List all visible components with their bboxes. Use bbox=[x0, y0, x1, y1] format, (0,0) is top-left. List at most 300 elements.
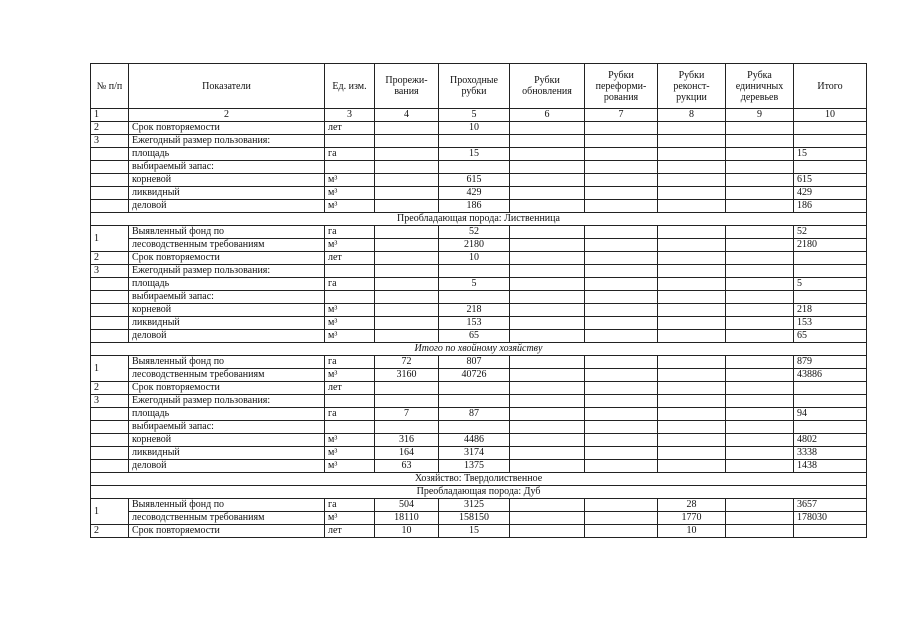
section-title: Итого по хвойному хозяйству bbox=[91, 343, 867, 356]
value-renewal-cut bbox=[510, 421, 585, 434]
value-reformation-cut bbox=[585, 252, 658, 265]
value-reconstruction-cut bbox=[658, 187, 726, 200]
indicator: деловой bbox=[129, 200, 325, 213]
table-row bbox=[91, 187, 867, 200]
value-thinning: 504 bbox=[375, 499, 439, 512]
table-row bbox=[91, 499, 867, 512]
value-renewal-cut bbox=[510, 161, 585, 174]
value-total: 65 bbox=[794, 330, 867, 343]
indicator: Ежегодный размер пользования: bbox=[129, 135, 325, 148]
value-reformation-cut bbox=[585, 382, 658, 395]
row-number: 2 bbox=[91, 252, 129, 265]
header-row bbox=[91, 64, 867, 109]
value-thinning: 164 bbox=[375, 447, 439, 460]
unit: м³ bbox=[325, 200, 375, 213]
table-row bbox=[91, 265, 867, 278]
value-total bbox=[794, 265, 867, 278]
value-renewal-cut bbox=[510, 304, 585, 317]
value-passing-cut: 3125 bbox=[439, 499, 510, 512]
value-passing-cut: 15 bbox=[439, 148, 510, 161]
value-renewal-cut bbox=[510, 174, 585, 187]
table-row bbox=[91, 304, 867, 317]
value-single-tree-cut bbox=[726, 525, 794, 538]
value-reformation-cut bbox=[585, 226, 658, 239]
value-passing-cut: 10 bbox=[439, 122, 510, 135]
value-total: 429 bbox=[794, 187, 867, 200]
value-thinning bbox=[375, 330, 439, 343]
value-passing-cut: 87 bbox=[439, 408, 510, 421]
value-total: 3338 bbox=[794, 447, 867, 460]
section-row bbox=[91, 473, 867, 486]
value-reconstruction-cut bbox=[658, 148, 726, 161]
value-thinning bbox=[375, 395, 439, 408]
unit: м³ bbox=[325, 317, 375, 330]
section-row bbox=[91, 486, 867, 499]
row-number: 1 bbox=[91, 499, 129, 525]
value-renewal-cut bbox=[510, 265, 585, 278]
value-total bbox=[794, 291, 867, 304]
unit: га bbox=[325, 499, 375, 512]
table-row bbox=[91, 135, 867, 148]
value-renewal-cut bbox=[510, 447, 585, 460]
row-number bbox=[91, 161, 129, 174]
value-renewal-cut bbox=[510, 278, 585, 291]
unit: лет bbox=[325, 122, 375, 135]
unit: га bbox=[325, 408, 375, 421]
value-single-tree-cut bbox=[726, 200, 794, 213]
value-reformation-cut bbox=[585, 278, 658, 291]
value-passing-cut: 2180 bbox=[439, 239, 510, 252]
col-number: 5 bbox=[439, 109, 510, 122]
value-total: 186 bbox=[794, 200, 867, 213]
value-passing-cut: 5 bbox=[439, 278, 510, 291]
value-total bbox=[794, 525, 867, 538]
value-reconstruction-cut bbox=[658, 291, 726, 304]
col-number: 8 bbox=[658, 109, 726, 122]
value-passing-cut: 153 bbox=[439, 317, 510, 330]
table-row bbox=[91, 161, 867, 174]
row-number bbox=[91, 330, 129, 343]
table-row bbox=[91, 369, 867, 382]
col-number: 3 bbox=[325, 109, 375, 122]
table-row bbox=[91, 408, 867, 421]
value-reconstruction-cut bbox=[658, 460, 726, 473]
table-row bbox=[91, 200, 867, 213]
value-renewal-cut bbox=[510, 239, 585, 252]
value-single-tree-cut bbox=[726, 265, 794, 278]
value-thinning bbox=[375, 421, 439, 434]
row-number bbox=[91, 408, 129, 421]
value-renewal-cut bbox=[510, 369, 585, 382]
value-passing-cut: 158150 bbox=[439, 512, 510, 525]
header-reconstruction-cut: Рубки реконст-рукции bbox=[658, 64, 726, 109]
value-single-tree-cut bbox=[726, 278, 794, 291]
value-reconstruction-cut bbox=[658, 200, 726, 213]
value-passing-cut: 4486 bbox=[439, 434, 510, 447]
indicator: корневой bbox=[129, 434, 325, 447]
col-number: 9 bbox=[726, 109, 794, 122]
value-reformation-cut bbox=[585, 447, 658, 460]
indicator: лесоводственным требованиям bbox=[129, 369, 325, 382]
indicator: выбираемый запас: bbox=[129, 421, 325, 434]
value-reformation-cut bbox=[585, 135, 658, 148]
unit: га bbox=[325, 356, 375, 369]
table-row bbox=[91, 421, 867, 434]
value-reformation-cut bbox=[585, 187, 658, 200]
unit: м³ bbox=[325, 434, 375, 447]
indicator: Срок повторяемости bbox=[129, 122, 325, 135]
value-reconstruction-cut bbox=[658, 174, 726, 187]
indicator: Выявленный фонд по bbox=[129, 499, 325, 512]
value-thinning: 72 bbox=[375, 356, 439, 369]
value-renewal-cut bbox=[510, 122, 585, 135]
value-reconstruction-cut bbox=[658, 395, 726, 408]
col-number: 6 bbox=[510, 109, 585, 122]
value-renewal-cut bbox=[510, 148, 585, 161]
unit bbox=[325, 395, 375, 408]
value-total bbox=[794, 161, 867, 174]
value-thinning bbox=[375, 161, 439, 174]
value-reconstruction-cut bbox=[658, 382, 726, 395]
value-reconstruction-cut bbox=[658, 369, 726, 382]
value-total: 153 bbox=[794, 317, 867, 330]
unit bbox=[325, 421, 375, 434]
value-passing-cut: 52 bbox=[439, 226, 510, 239]
value-total: 15 bbox=[794, 148, 867, 161]
value-single-tree-cut bbox=[726, 382, 794, 395]
value-passing-cut: 429 bbox=[439, 187, 510, 200]
section-title: Хозяйство: Твердолиственное bbox=[91, 473, 867, 486]
value-reformation-cut bbox=[585, 356, 658, 369]
value-passing-cut: 186 bbox=[439, 200, 510, 213]
table-body bbox=[91, 122, 867, 538]
unit: лет bbox=[325, 252, 375, 265]
unit: м³ bbox=[325, 187, 375, 200]
value-single-tree-cut bbox=[726, 304, 794, 317]
row-number: 2 bbox=[91, 122, 129, 135]
value-single-tree-cut bbox=[726, 161, 794, 174]
value-reformation-cut bbox=[585, 434, 658, 447]
col-number: 4 bbox=[375, 109, 439, 122]
value-reconstruction-cut bbox=[658, 122, 726, 135]
indicator: Выявленный фонд по bbox=[129, 226, 325, 239]
value-reformation-cut bbox=[585, 317, 658, 330]
value-thinning bbox=[375, 317, 439, 330]
row-number bbox=[91, 460, 129, 473]
value-thinning: 18110 bbox=[375, 512, 439, 525]
value-reconstruction-cut bbox=[658, 356, 726, 369]
row-number: 1 bbox=[91, 226, 129, 252]
indicator: Срок повторяемости bbox=[129, 525, 325, 538]
value-thinning bbox=[375, 122, 439, 135]
unit: м³ bbox=[325, 369, 375, 382]
value-single-tree-cut bbox=[726, 148, 794, 161]
value-renewal-cut bbox=[510, 512, 585, 525]
value-renewal-cut bbox=[510, 460, 585, 473]
value-thinning bbox=[375, 291, 439, 304]
value-thinning bbox=[375, 252, 439, 265]
row-number bbox=[91, 278, 129, 291]
unit bbox=[325, 291, 375, 304]
value-total: 615 bbox=[794, 174, 867, 187]
row-number: 2 bbox=[91, 382, 129, 395]
indicator: деловой bbox=[129, 460, 325, 473]
value-renewal-cut bbox=[510, 525, 585, 538]
value-passing-cut bbox=[439, 265, 510, 278]
value-passing-cut: 1375 bbox=[439, 460, 510, 473]
value-thinning bbox=[375, 187, 439, 200]
value-single-tree-cut bbox=[726, 395, 794, 408]
value-passing-cut bbox=[439, 161, 510, 174]
value-single-tree-cut bbox=[726, 239, 794, 252]
col-number: 7 bbox=[585, 109, 658, 122]
unit: га bbox=[325, 278, 375, 291]
unit bbox=[325, 265, 375, 278]
row-number bbox=[91, 434, 129, 447]
header-single-tree-cut: Рубка единичных деревьев bbox=[726, 64, 794, 109]
value-total: 218 bbox=[794, 304, 867, 317]
value-single-tree-cut bbox=[726, 512, 794, 525]
value-single-tree-cut bbox=[726, 356, 794, 369]
value-passing-cut bbox=[439, 135, 510, 148]
value-passing-cut: 40726 bbox=[439, 369, 510, 382]
value-reconstruction-cut bbox=[658, 408, 726, 421]
unit bbox=[325, 135, 375, 148]
value-total: 879 bbox=[794, 356, 867, 369]
header-num: № п/п bbox=[91, 64, 129, 109]
forestry-table bbox=[90, 63, 867, 538]
row-number bbox=[91, 148, 129, 161]
value-total: 1438 bbox=[794, 460, 867, 473]
value-thinning bbox=[375, 135, 439, 148]
indicator: площадь bbox=[129, 148, 325, 161]
value-reformation-cut bbox=[585, 200, 658, 213]
unit: м³ bbox=[325, 304, 375, 317]
value-single-tree-cut bbox=[726, 408, 794, 421]
value-reconstruction-cut bbox=[658, 161, 726, 174]
value-total: 4802 bbox=[794, 434, 867, 447]
table-row bbox=[91, 356, 867, 369]
value-thinning bbox=[375, 226, 439, 239]
value-passing-cut bbox=[439, 421, 510, 434]
value-reformation-cut bbox=[585, 395, 658, 408]
table-row bbox=[91, 512, 867, 525]
table-row bbox=[91, 525, 867, 538]
value-total bbox=[794, 382, 867, 395]
value-thinning bbox=[375, 148, 439, 161]
value-single-tree-cut bbox=[726, 187, 794, 200]
value-single-tree-cut bbox=[726, 317, 794, 330]
indicator: Ежегодный размер пользования: bbox=[129, 395, 325, 408]
value-reformation-cut bbox=[585, 408, 658, 421]
col-number: 10 bbox=[794, 109, 867, 122]
value-passing-cut: 3174 bbox=[439, 447, 510, 460]
value-passing-cut: 15 bbox=[439, 525, 510, 538]
unit: м³ bbox=[325, 447, 375, 460]
indicator: корневой bbox=[129, 304, 325, 317]
value-renewal-cut bbox=[510, 291, 585, 304]
value-single-tree-cut bbox=[726, 252, 794, 265]
indicator: выбираемый запас: bbox=[129, 161, 325, 174]
value-reformation-cut bbox=[585, 304, 658, 317]
unit: м³ bbox=[325, 174, 375, 187]
indicator: лесоводственным требованиям bbox=[129, 239, 325, 252]
header-unit: Ед. изм. bbox=[325, 64, 375, 109]
unit bbox=[325, 161, 375, 174]
value-reformation-cut bbox=[585, 369, 658, 382]
value-reformation-cut bbox=[585, 174, 658, 187]
value-reconstruction-cut bbox=[658, 278, 726, 291]
value-passing-cut: 615 bbox=[439, 174, 510, 187]
table-row bbox=[91, 460, 867, 473]
value-reconstruction-cut bbox=[658, 135, 726, 148]
value-total bbox=[794, 122, 867, 135]
value-renewal-cut bbox=[510, 382, 585, 395]
value-thinning: 7 bbox=[375, 408, 439, 421]
value-passing-cut: 65 bbox=[439, 330, 510, 343]
value-renewal-cut bbox=[510, 226, 585, 239]
value-single-tree-cut bbox=[726, 226, 794, 239]
value-reformation-cut bbox=[585, 148, 658, 161]
value-total: 43886 bbox=[794, 369, 867, 382]
col-number: 2 bbox=[129, 109, 325, 122]
value-reconstruction-cut bbox=[658, 304, 726, 317]
value-reconstruction-cut bbox=[658, 239, 726, 252]
table-row bbox=[91, 278, 867, 291]
value-thinning: 63 bbox=[375, 460, 439, 473]
value-single-tree-cut bbox=[726, 174, 794, 187]
value-total: 52 bbox=[794, 226, 867, 239]
row-number bbox=[91, 200, 129, 213]
value-renewal-cut bbox=[510, 135, 585, 148]
table-row bbox=[91, 447, 867, 460]
value-passing-cut bbox=[439, 382, 510, 395]
indicator: выбираемый запас: bbox=[129, 291, 325, 304]
indicator: ликвидный bbox=[129, 187, 325, 200]
section-row bbox=[91, 213, 867, 226]
indicator: площадь bbox=[129, 278, 325, 291]
value-total bbox=[794, 395, 867, 408]
table-row bbox=[91, 317, 867, 330]
unit: м³ bbox=[325, 330, 375, 343]
indicator: площадь bbox=[129, 408, 325, 421]
value-passing-cut: 10 bbox=[439, 252, 510, 265]
value-thinning bbox=[375, 174, 439, 187]
value-reconstruction-cut bbox=[658, 330, 726, 343]
table-row bbox=[91, 330, 867, 343]
value-reconstruction-cut: 10 bbox=[658, 525, 726, 538]
indicator: деловой bbox=[129, 330, 325, 343]
value-total bbox=[794, 421, 867, 434]
value-single-tree-cut bbox=[726, 421, 794, 434]
unit: га bbox=[325, 148, 375, 161]
value-reconstruction-cut bbox=[658, 447, 726, 460]
indicator: ликвидный bbox=[129, 317, 325, 330]
value-single-tree-cut bbox=[726, 291, 794, 304]
value-reformation-cut bbox=[585, 499, 658, 512]
value-thinning bbox=[375, 304, 439, 317]
header-reformation-cut: Рубки переформи-рования bbox=[585, 64, 658, 109]
value-renewal-cut bbox=[510, 200, 585, 213]
row-number bbox=[91, 317, 129, 330]
value-passing-cut bbox=[439, 291, 510, 304]
value-single-tree-cut bbox=[726, 135, 794, 148]
value-reformation-cut bbox=[585, 239, 658, 252]
value-renewal-cut bbox=[510, 187, 585, 200]
table-row bbox=[91, 252, 867, 265]
indicator: Срок повторяемости bbox=[129, 252, 325, 265]
value-reconstruction-cut bbox=[658, 265, 726, 278]
value-reformation-cut bbox=[585, 421, 658, 434]
section-title: Преобладающая порода: Лиственница bbox=[91, 213, 867, 226]
value-thinning: 316 bbox=[375, 434, 439, 447]
value-thinning bbox=[375, 200, 439, 213]
header-indicator: Показатели bbox=[129, 64, 325, 109]
row-number bbox=[91, 421, 129, 434]
value-single-tree-cut bbox=[726, 460, 794, 473]
value-renewal-cut bbox=[510, 317, 585, 330]
indicator: Срок повторяемости bbox=[129, 382, 325, 395]
value-reconstruction-cut: 1770 bbox=[658, 512, 726, 525]
indicator: ликвидный bbox=[129, 447, 325, 460]
value-reformation-cut bbox=[585, 330, 658, 343]
value-single-tree-cut bbox=[726, 369, 794, 382]
column-number-row bbox=[91, 109, 867, 122]
value-thinning bbox=[375, 382, 439, 395]
header-passing-cut: Проходные рубки bbox=[439, 64, 510, 109]
value-passing-cut bbox=[439, 395, 510, 408]
value-passing-cut: 218 bbox=[439, 304, 510, 317]
value-single-tree-cut bbox=[726, 447, 794, 460]
value-renewal-cut bbox=[510, 434, 585, 447]
indicator: лесоводственным требованиям bbox=[129, 512, 325, 525]
value-reformation-cut bbox=[585, 512, 658, 525]
table-row bbox=[91, 226, 867, 239]
value-single-tree-cut bbox=[726, 499, 794, 512]
value-reconstruction-cut: 28 bbox=[658, 499, 726, 512]
section-row bbox=[91, 343, 867, 356]
value-total: 94 bbox=[794, 408, 867, 421]
value-total: 2180 bbox=[794, 239, 867, 252]
row-number: 3 bbox=[91, 135, 129, 148]
value-reformation-cut bbox=[585, 265, 658, 278]
row-number bbox=[91, 447, 129, 460]
table-row bbox=[91, 239, 867, 252]
header-renewal-cut: Рубки обновления bbox=[510, 64, 585, 109]
row-number bbox=[91, 174, 129, 187]
unit: лет bbox=[325, 525, 375, 538]
row-number bbox=[91, 304, 129, 317]
unit: га bbox=[325, 226, 375, 239]
table-row bbox=[91, 395, 867, 408]
value-thinning: 3160 bbox=[375, 369, 439, 382]
unit: м³ bbox=[325, 512, 375, 525]
row-number: 3 bbox=[91, 395, 129, 408]
header-total: Итого bbox=[794, 64, 867, 109]
value-reformation-cut bbox=[585, 122, 658, 135]
table-row bbox=[91, 174, 867, 187]
value-reconstruction-cut bbox=[658, 317, 726, 330]
value-reconstruction-cut bbox=[658, 226, 726, 239]
value-single-tree-cut bbox=[726, 122, 794, 135]
value-thinning bbox=[375, 265, 439, 278]
value-reformation-cut bbox=[585, 525, 658, 538]
value-renewal-cut bbox=[510, 408, 585, 421]
value-thinning: 10 bbox=[375, 525, 439, 538]
row-number bbox=[91, 187, 129, 200]
table-row bbox=[91, 122, 867, 135]
value-reconstruction-cut bbox=[658, 252, 726, 265]
